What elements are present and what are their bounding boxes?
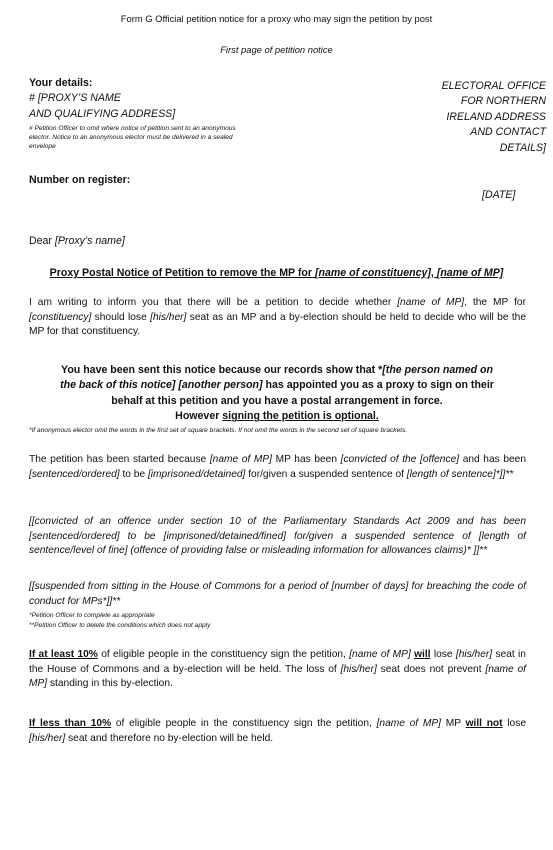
intro-text: should lose	[91, 311, 151, 323]
suspension-paragraph: [[suspended from sitting in the House of Commons for a period of [number of days] for breaching the code of conduct for MPs*]]**	[29, 581, 526, 607]
threshold-met-label: If at least 10%	[29, 649, 98, 660]
threshold-will: will	[414, 649, 431, 660]
notice-title	[0, 267, 553, 279]
conviction-text: and has been	[459, 454, 526, 465]
threshold-text: of eligible people in the constituency sign the petition,	[111, 718, 377, 729]
conviction-length: [length of sentence]*]]**	[406, 468, 514, 480]
threshold-mp: [name of MP]	[376, 718, 441, 729]
greeting-dear: Dear	[29, 235, 55, 247]
form-subtitle: First page of petition notice	[220, 44, 333, 55]
appointment-however: However	[175, 410, 223, 423]
anonymous-elector-note: # Petition Officer to omit where notice of petition sent to an anonymous elector. Notice to an anonymous elector must be delivered in a sealed envelope	[29, 125, 236, 150]
greeting-name: [Proxy’s name]	[54, 235, 125, 247]
appointment-options: [the person named on the back of this notice] [another person]	[60, 364, 493, 392]
threshold-text: lose	[430, 649, 456, 660]
anonymous-elector-footnote: *If anonymous elector omit the words in the first set of square brackets. If not omit the words in the second set of square brackets.	[29, 427, 408, 434]
threshold-text: MP	[440, 718, 466, 729]
conviction-text: The petition has been started because	[29, 454, 210, 465]
notice-title-sep: ,	[430, 267, 437, 279]
footnote-delete: **Petition Officer to delete the conditions which does not apply	[29, 622, 211, 629]
threshold-text: of eligible people in the constituency sign the petition,	[97, 649, 350, 660]
threshold-text: seat in the House of Commons and a by-election will be held. The loss of	[29, 649, 526, 675]
intro-paragraph	[29, 296, 526, 340]
threshold-pronoun: [his/her]	[455, 649, 493, 660]
your-details-heading: Your details:	[29, 77, 93, 89]
office-line-3: IRELAND ADDRESS	[446, 110, 546, 123]
threshold-text: seat does not prevent	[376, 663, 486, 675]
threshold-met-paragraph	[29, 648, 526, 692]
conviction-paragraph	[29, 453, 526, 482]
footnote-complete: *Petition Officer to complete as appropriate	[29, 612, 155, 619]
form-title: Form G Official petition notice for a proxy who may sign the petition by post	[120, 13, 433, 24]
intro-mp: [name of MP]	[397, 297, 465, 308]
threshold-not-met-paragraph	[29, 717, 526, 746]
signing-optional-text: signing the petition is optional.	[222, 410, 379, 423]
intro-text: seat as an MP and a by-election should be held to decide who will be the MP for that constituency.	[29, 311, 527, 338]
notice-title-text: Proxy Postal Notice of Petition to remove the MP for	[49, 267, 315, 279]
proxy-name-placeholder: # [PROXY’S NAME	[29, 92, 121, 104]
threshold-mp: [name of MP]	[29, 663, 526, 690]
appointment-text: has appointed you as a proxy to sign on their behalf at this petition and you have a postal arrangement in force.	[111, 379, 494, 407]
threshold-text: lose	[502, 718, 526, 729]
date-placeholder: [DATE]	[482, 189, 516, 201]
intro-text: I am writing to inform you that there will be a petition to decide whether	[29, 297, 398, 308]
office-line-4: AND CONTACT	[470, 126, 546, 139]
threshold-will-not: will not	[465, 718, 503, 729]
office-line-1: ELECTORAL OFFICE	[441, 80, 546, 92]
number-on-register-label: Number on register:	[29, 174, 131, 186]
intro-pronoun: [his/her]	[150, 311, 187, 323]
threshold-text: standing in this by-election.	[47, 678, 173, 690]
intro-text: , the MP for	[464, 297, 526, 308]
threshold-mp: [name of MP]	[349, 649, 411, 660]
notice-title-constituency: [name of constituency]	[314, 267, 431, 279]
conviction-text: for/given a suspended sentence of	[245, 468, 407, 480]
conviction-offence: [convicted of the [offence]	[340, 454, 460, 465]
office-line-5: DETAILS]	[499, 141, 546, 154]
conviction-text: MP has been	[271, 454, 341, 465]
intro-constituency: [constituency]	[29, 311, 92, 323]
qualifying-address-placeholder: AND QUALIFYING ADDRESS]	[29, 108, 176, 120]
threshold-pronoun: [his/her]	[340, 663, 377, 675]
threshold-not-met-label: If less than 10%	[29, 718, 112, 729]
threshold-pronoun: [his/her]	[29, 732, 66, 744]
conviction-mp: [name of MP]	[209, 454, 272, 465]
threshold-text: seat and therefore no by-election will be held.	[65, 732, 274, 744]
office-line-2: FOR NORTHERN	[460, 95, 546, 108]
conviction-sentenced: [sentenced/ordered]	[29, 468, 120, 480]
notice-title-mp: [name of MP]	[436, 267, 504, 279]
greeting	[29, 235, 125, 247]
electoral-office-address	[330, 79, 546, 156]
conviction-imprisoned: [imprisoned/detained]	[147, 468, 246, 480]
appointment-text: You have been sent this notice because our records show that *	[61, 364, 383, 376]
standards-act-paragraph: [[convicted of an offence under section 10 of the Parliamentary Standards Act 2009 and has been [sentenced/ordered] to be [imprisoned/detained/fined] for/given a suspended sentence of [length of sentence/level of fine] (offence of providing false or misleading information for allowances claims)* ]]**	[29, 516, 526, 557]
proxy-appointment-notice	[57, 363, 497, 425]
conviction-text: to be	[119, 468, 148, 480]
